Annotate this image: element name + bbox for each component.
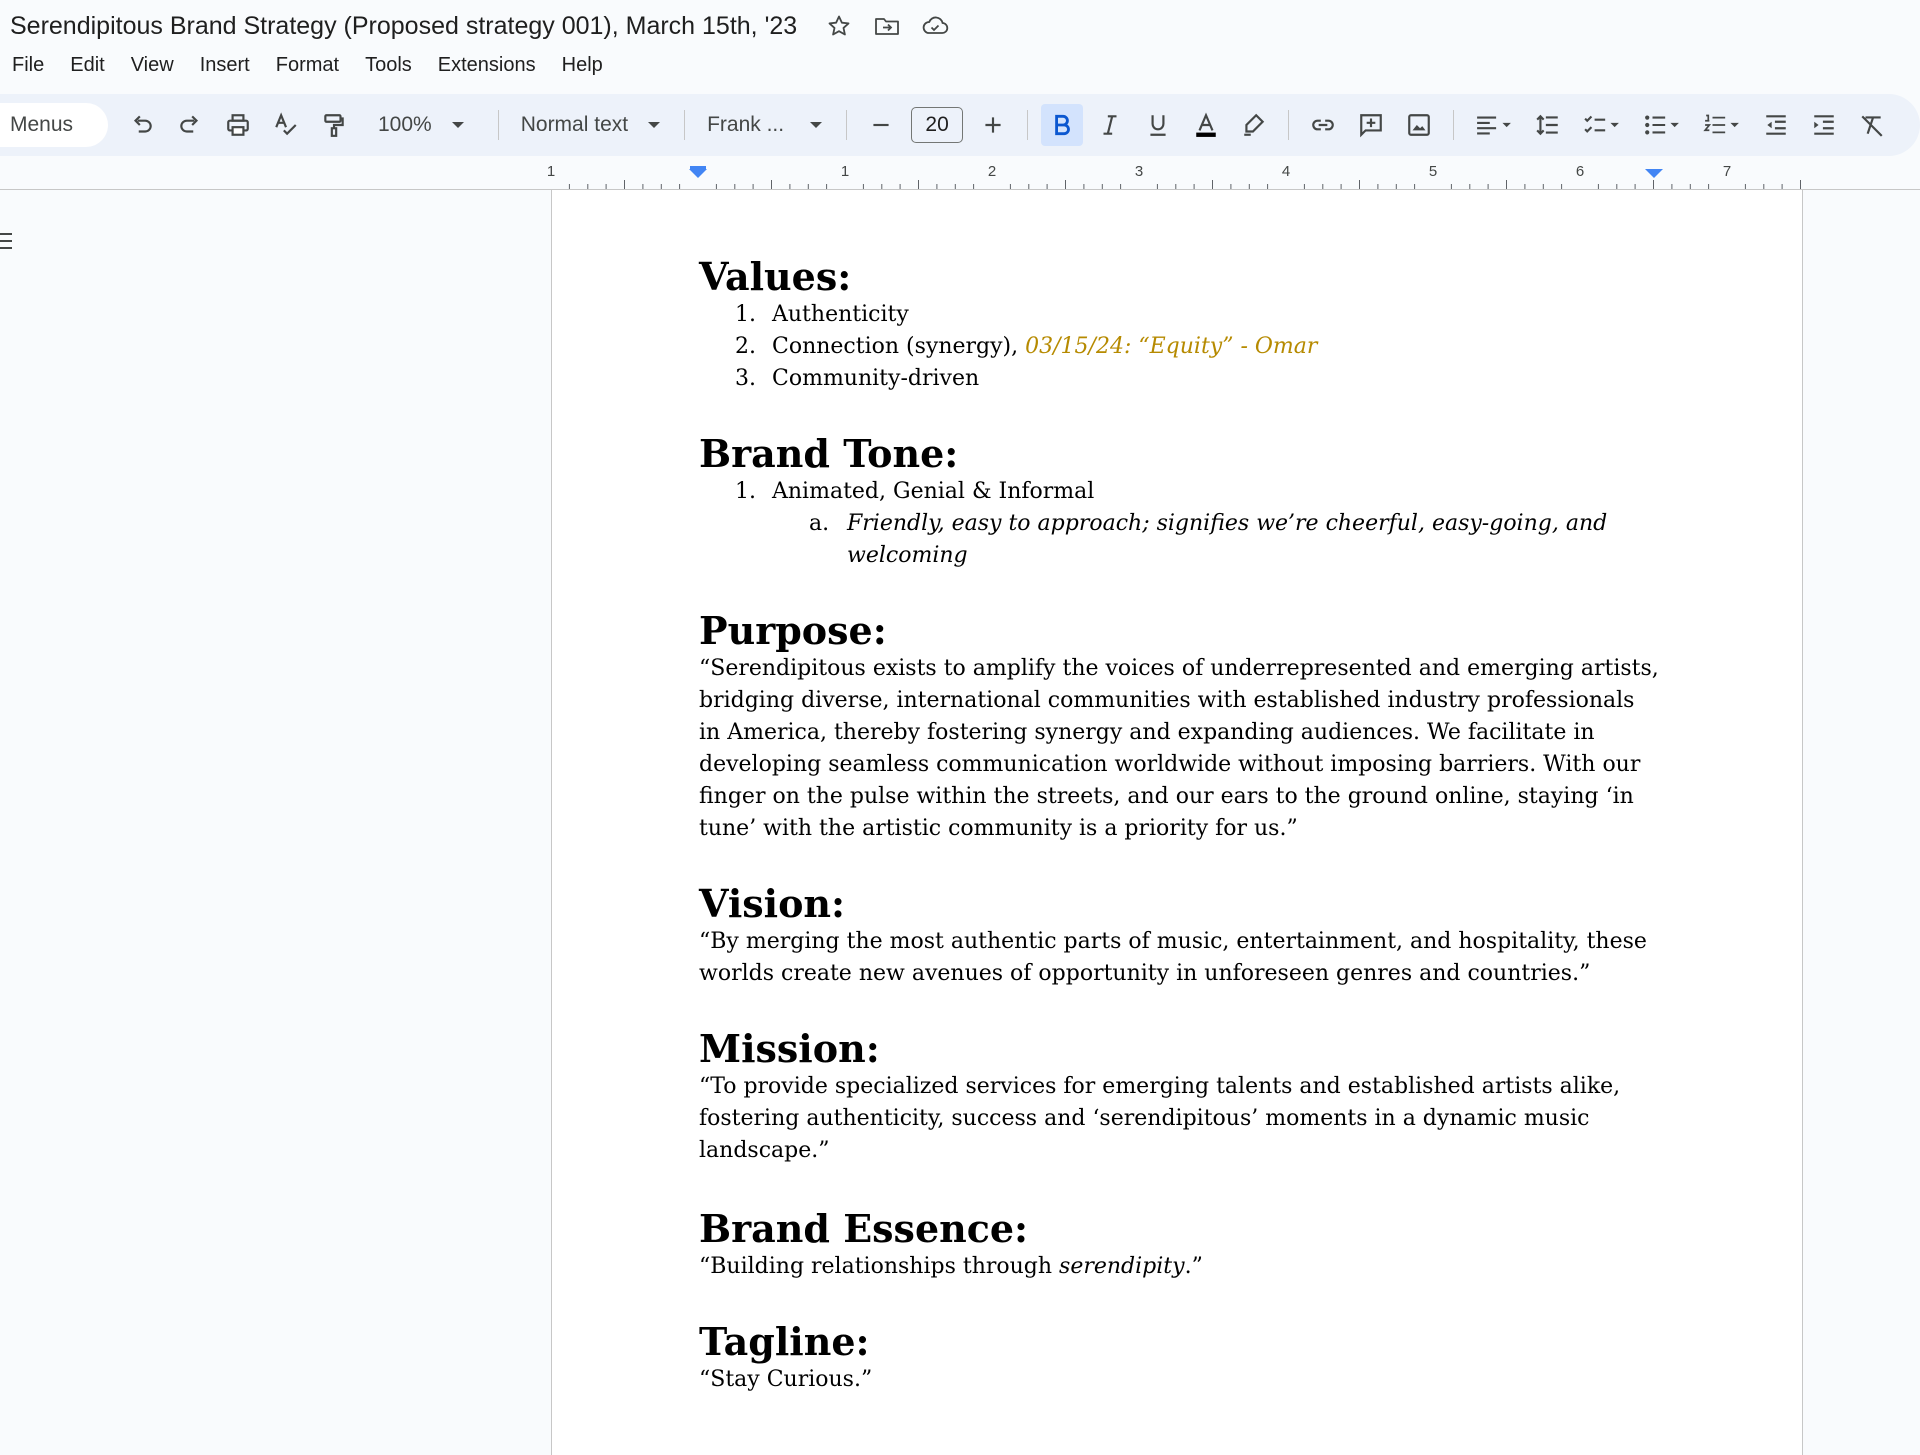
document-outline-icon[interactable]: [0, 233, 12, 254]
ruler-label: 1: [840, 163, 850, 180]
list-number: 3.: [735, 366, 756, 391]
right-indent-marker: [1645, 169, 1663, 178]
toolbar-divider: [1453, 110, 1454, 140]
add-comment-icon[interactable]: [1350, 104, 1392, 146]
toolbar-divider: [498, 110, 499, 140]
ruler-label: 6: [1575, 163, 1585, 180]
list-item-text: Authenticity: [772, 302, 909, 327]
title-bar: [0, 0, 1920, 52]
ruler-label: 3: [1134, 163, 1144, 180]
font-family-value: Frank ...: [707, 113, 785, 136]
section-mission: [699, 1027, 1659, 1167]
chevron-down-icon: [810, 122, 822, 128]
list-item: [735, 363, 1659, 395]
values-list: [699, 299, 1659, 395]
sub-list-item-text: Friendly, easy to approach; signifies we’re cheerful, easy-going, and welcoming: [847, 511, 1608, 568]
font-size-input[interactable]: 20: [911, 107, 963, 143]
chevron-down-icon: [452, 122, 464, 128]
tagline-text: “Stay Curious.”: [699, 1367, 873, 1392]
redo-icon[interactable]: [169, 104, 211, 146]
cloud-saved-icon[interactable]: [921, 12, 949, 40]
heading-values: Values:: [699, 254, 852, 299]
ruler-label: 4: [1281, 163, 1291, 180]
sub-list-item: [809, 508, 1659, 572]
zoom-value: 100%: [378, 113, 432, 136]
bold-icon[interactable]: [1041, 104, 1083, 146]
font-family-select[interactable]: [707, 113, 822, 137]
decrease-indent-icon[interactable]: [1755, 104, 1797, 146]
vision-text: “By merging the most authentic parts of music, entertainment, and hospitality, these worlds create new avenues of opportunity in unforeseen genres and countries.”: [699, 929, 1647, 986]
increase-indent-icon[interactable]: [1803, 104, 1845, 146]
toolbar-divider: [684, 110, 685, 140]
menus-label: Menus: [10, 113, 74, 136]
toolbar-divider: [846, 110, 847, 140]
ruler[interactable]: [0, 160, 1920, 190]
list-item: [735, 331, 1659, 363]
menu-insert[interactable]: Insert: [199, 53, 250, 76]
brand-essence-italic: serendipity: [1059, 1254, 1185, 1279]
list-number: 2.: [735, 334, 756, 359]
ruler-label: 2: [987, 163, 997, 180]
numbered-list-icon[interactable]: [1695, 104, 1749, 146]
menu-format[interactable]: Format: [275, 53, 340, 76]
move-folder-icon[interactable]: [873, 12, 901, 40]
paragraph-style-value: Normal text: [520, 113, 629, 136]
menu-extensions[interactable]: Extensions: [437, 53, 536, 76]
brand-essence-text-start: “Building relationships through: [699, 1254, 1060, 1279]
menu-help[interactable]: Help: [561, 53, 603, 76]
menu-tools[interactable]: Tools: [365, 53, 412, 76]
insert-link-icon[interactable]: [1302, 104, 1344, 146]
text-color-icon[interactable]: [1185, 104, 1227, 146]
menu-view[interactable]: View: [130, 53, 174, 76]
heading-vision: Vision:: [699, 881, 846, 926]
undo-icon[interactable]: [121, 104, 163, 146]
chevron-down-icon: [648, 122, 660, 128]
brand-tone-sublist: [772, 508, 1659, 572]
toolbar: [0, 94, 1920, 156]
mission-text: “To provide specialized services for emerging talents and established artists alike, fostering authenticity, success and ‘serendipitous’ moments in a dynamic music landscape.”: [699, 1074, 1621, 1163]
menu-file[interactable]: File: [12, 53, 45, 76]
align-left-icon[interactable]: [1467, 104, 1521, 146]
line-spacing-icon[interactable]: [1527, 104, 1569, 146]
menu-edit[interactable]: Edit: [70, 53, 105, 76]
toolbar-divider: [1027, 110, 1028, 140]
section-purpose: [699, 609, 1659, 845]
paragraph-style-select[interactable]: [521, 113, 660, 137]
heading-brand-essence: Brand Essence:: [699, 1206, 1029, 1251]
list-number: 1.: [735, 302, 756, 327]
first-line-indent-marker: [690, 166, 706, 169]
left-indent-marker: [689, 169, 707, 178]
list-item-text: Animated, Genial & Informal: [772, 479, 1095, 504]
menus-search[interactable]: [0, 103, 108, 147]
print-icon[interactable]: [217, 104, 259, 146]
list-item-text: Community-driven: [772, 366, 980, 391]
purpose-text: “Serendipitous exists to amplify the voices of underrepresented and emerging artists, bridging diverse, international communities with established industry professionals in America, thereby fostering synergy and expanding audiences. We facilitate in developing seamless communication worldwide without imposing barriers. With our finger on the pulse within the streets, and our ears to the ground online, staying ‘in tune’ with the artistic community is a priority for us.”: [699, 656, 1659, 841]
heading-tagline: Tagline:: [699, 1319, 870, 1364]
ruler-label: 7: [1722, 163, 1732, 180]
list-item-text: Connection (synergy),: [772, 334, 1019, 359]
bulleted-list-icon[interactable]: [1635, 104, 1689, 146]
ruler-label: 5: [1428, 163, 1438, 180]
clear-formatting-icon[interactable]: [1851, 104, 1893, 146]
brand-tone-list: [699, 476, 1659, 572]
highlight-color-icon[interactable]: [1233, 104, 1275, 146]
checklist-icon[interactable]: [1575, 104, 1629, 146]
increase-font-size-icon[interactable]: [972, 104, 1014, 146]
document-page[interactable]: [551, 190, 1803, 1455]
toolbar-divider: [1288, 110, 1289, 140]
menu-bar: [0, 48, 629, 82]
document-body[interactable]: [699, 255, 1659, 1433]
heading-brand-tone: Brand Tone:: [699, 431, 959, 476]
section-values: [699, 255, 1659, 395]
zoom-select[interactable]: [378, 113, 464, 137]
ruler-scale: [546, 160, 1803, 190]
heading-mission: Mission:: [699, 1026, 880, 1071]
ruler-label: 1: [546, 163, 556, 180]
decrease-font-size-icon[interactable]: [860, 104, 902, 146]
spellcheck-icon[interactable]: [265, 104, 307, 146]
section-vision: [699, 882, 1659, 990]
brand-essence-text: [699, 1251, 1659, 1283]
suggestion-comment-text[interactable]: 03/15/24: “Equity” - Omar: [1025, 334, 1318, 359]
list-item: [735, 299, 1659, 331]
star-icon[interactable]: [825, 12, 853, 40]
section-tagline: [699, 1320, 1659, 1396]
list-number: 1.: [735, 479, 756, 504]
list-letter: a.: [809, 511, 830, 536]
document-title[interactable]: Serendipitous Brand Strategy (Proposed strategy 001), March 15th, '23: [10, 11, 798, 40]
section-brand-essence: [699, 1207, 1659, 1283]
italic-icon[interactable]: [1089, 104, 1131, 146]
insert-image-icon[interactable]: [1398, 104, 1440, 146]
brand-essence-text-end: .”: [1184, 1254, 1203, 1279]
section-brand-tone: [699, 432, 1659, 572]
underline-icon[interactable]: [1137, 104, 1179, 146]
list-item: [735, 476, 1659, 572]
paint-format-icon[interactable]: [313, 104, 355, 146]
heading-purpose: Purpose:: [699, 608, 887, 653]
